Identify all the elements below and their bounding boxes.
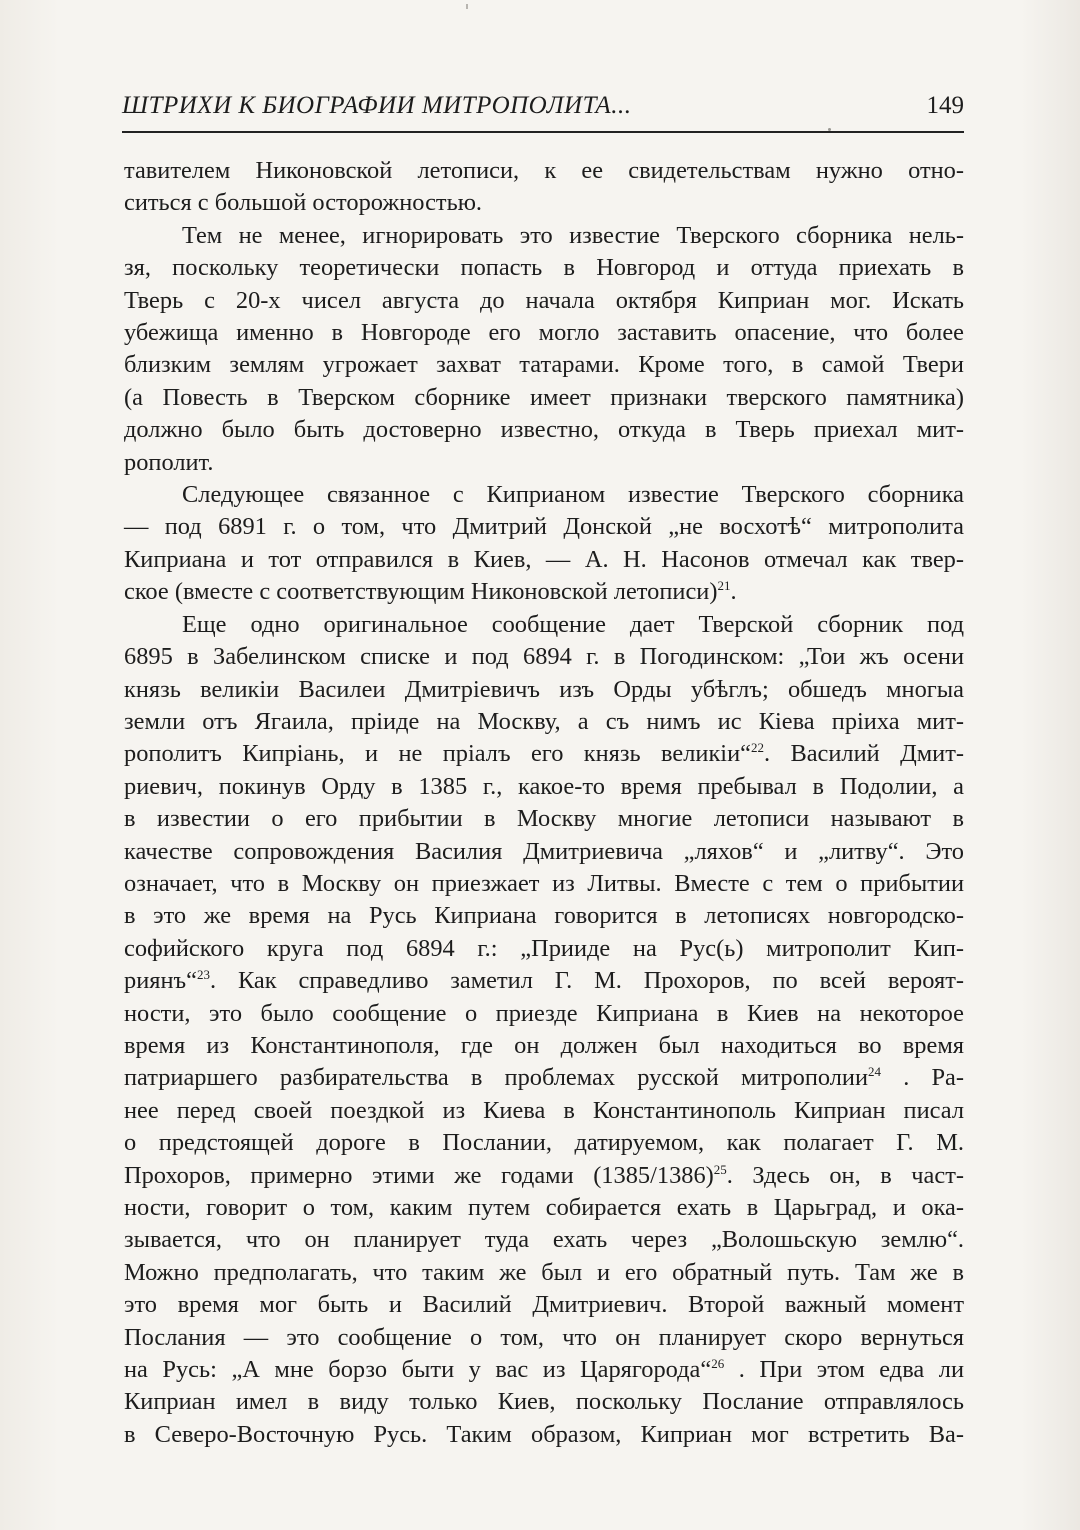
- footnote-ref[interactable]: 23: [196, 967, 210, 983]
- text-line: [124, 771, 964, 803]
- text-line-content: убежища именно в Новгороде его могло заставить опасение, что более: [124, 319, 964, 347]
- text-line: [124, 641, 964, 673]
- text-line-content: должно было быть достоверно известно, откуда в Тверь приехал мит-: [124, 416, 964, 444]
- text-line-content: 6895 в Забелинском списке и под 6894 г. в Погодинском: „Тои жъ осени: [124, 643, 964, 671]
- text-line: [124, 1419, 964, 1451]
- text-line-content: нее перед своей поездкой из Киева в Константинополь Киприан писал: [124, 1096, 964, 1124]
- text-line-content: рополит.: [124, 448, 214, 476]
- text-line: [124, 349, 964, 381]
- text-line-content: ности, это было сообщение о приезде Киприана в Киев на некоторое: [124, 999, 964, 1027]
- text-line: [124, 609, 964, 641]
- text-line: [124, 1160, 964, 1192]
- text-line: [124, 1322, 964, 1354]
- text-line: [124, 479, 964, 511]
- text-line: [124, 998, 964, 1030]
- text-line: [124, 1192, 964, 1224]
- page-number: 149: [926, 92, 964, 119]
- text-line: [124, 317, 964, 349]
- text-line: [124, 285, 964, 317]
- text-line: [124, 836, 964, 868]
- text-line-content: Прохоров, примерно этими же годами (1385/1386): [124, 1161, 714, 1189]
- text-line-content: Следующее связанное с Киприаном известие Тверского сборника: [182, 481, 964, 509]
- text-line-content: в это же время на Русь Киприана говорится в летописях новгородско-: [124, 902, 964, 930]
- text-line-content: риевич, покинув Орду в 1385 г., какое-то время пребывал в Подолии, а: [124, 772, 964, 800]
- text-line-content: князь великіи Василеи Дмитріевичъ изъ Орды убѣглъ; обшедъ многыа: [124, 675, 964, 703]
- text-line: [124, 1354, 964, 1386]
- text-line: [124, 1289, 964, 1321]
- text-line-content: Тверь с 20-х чисел августа до начала октября Киприан мог. Искать: [124, 286, 964, 314]
- text-line: [124, 1030, 964, 1062]
- text-line-content: тавителем Никоновской летописи, к ее свидетельствам нужно отно-: [124, 157, 964, 184]
- footnote-ref[interactable]: 25: [713, 1161, 727, 1177]
- text-line: [124, 1095, 964, 1127]
- text-line-tail: . При этом едва ли: [724, 1356, 964, 1384]
- text-line: [124, 738, 964, 770]
- text-line: [124, 252, 964, 284]
- text-line-content: риянъ“: [124, 967, 197, 995]
- text-line: [124, 674, 964, 706]
- text-line-content: ское (вместе с соответствующим Никоновской летописи): [124, 578, 718, 606]
- text-line-content: — под 6891 г. о том, что Дмитрий Донской „не восхотѣ“ митрополита: [124, 513, 964, 541]
- text-line-content: зя, поскольку теоретически попасть в Новгород и оттуда приехать в: [124, 254, 964, 282]
- text-line: [124, 868, 964, 900]
- text-line-content: Тем не менее, игнорировать это известие Тверского сборника нель-: [182, 221, 964, 249]
- text-line-tail: . Василий Дмит-: [763, 740, 964, 768]
- text-line-content: ности, говорит о том, каким путем собирается ехать в Царьград, и ока-: [124, 1194, 964, 1221]
- text-line-content: в Северо-Восточную Русь. Таким образом, Киприан мог встретить Ва-: [124, 1420, 964, 1448]
- text-line-content: близким землям угрожает захват татарами. Кроме того, в самой Твери: [124, 351, 964, 379]
- text-line-content: Киприана и тот отправился в Киев, — А. Н. Насонов отмечал как твер-: [124, 545, 964, 573]
- text-line: [124, 900, 964, 932]
- text-line-content: софийского круга под 6894 г.: „Прииде на Рус(ь) митрополит Кип-: [124, 934, 964, 962]
- text-line-content: (а Повесть в Тверском сборнике имеет признаки тверского памятника): [124, 383, 964, 411]
- text-line: [124, 803, 964, 835]
- text-line: [124, 187, 964, 219]
- text-line-content: это время мог быть и Василий Дмитриевич. Второй важный момент: [124, 1291, 964, 1319]
- text-line-content: земли отъ Ягаила, пріиде на Москву, а съ нимъ ис Кіева пріиха мит-: [124, 707, 964, 735]
- text-line-content: качестве сопровождения Василия Дмитриевича „ляхов“ и „литву“. Это: [124, 837, 964, 865]
- text-line-content: ситься с большой осторожностью.: [124, 189, 483, 217]
- text-line: [124, 511, 964, 543]
- text-line-tail: . Ра-: [881, 1064, 964, 1092]
- text-line-content: Послания — это сообщение о том, что он планирует скоро вернуться: [124, 1323, 964, 1351]
- text-line: [124, 965, 964, 997]
- text-line: [124, 933, 964, 965]
- text-line-content: патриаршего разбирательства в проблемах русской митрополии: [124, 1064, 869, 1092]
- body-text: [124, 155, 964, 1451]
- text-line-content: Еще одно оригинальное сообщение дает Тверской сборник под: [182, 610, 964, 638]
- footnote-ref[interactable]: 24: [868, 1064, 882, 1080]
- text-line: [124, 1062, 964, 1094]
- text-line: [124, 1386, 964, 1418]
- text-line-content: зывается, что он планирует туда ехать через „Волошьскую землю“.: [124, 1226, 964, 1254]
- text-line-content: на Русь: „А мне борзо быти у вас из Царягорода“: [124, 1356, 712, 1384]
- text-line-tail: . Здесь он, в част-: [726, 1161, 964, 1189]
- text-line-content: рополитъ Кипріань, и не пріалъ его князь великіи“: [124, 740, 751, 768]
- text-line: [124, 1224, 964, 1256]
- text-line: [124, 544, 964, 576]
- running-header-title: ШТРИХИ К БИОГРАФИИ МИТРОПОЛИТА...: [122, 92, 632, 119]
- scan-speck: [466, 4, 468, 9]
- text-line-content: означает, что в Москву он приезжает из Литвы. Вместе с тем о прибытии: [124, 869, 964, 897]
- text-line-content: в известии о его прибытии в Москву многие летописи называют в: [124, 805, 964, 833]
- text-line: [124, 382, 964, 414]
- footnote-ref[interactable]: 26: [711, 1356, 725, 1372]
- text-line: [124, 414, 964, 446]
- text-line: [124, 447, 964, 479]
- text-line-content: время из Константинополя, где он должен был находиться во время: [124, 1031, 964, 1059]
- text-line: [124, 1257, 964, 1289]
- text-line: [124, 155, 964, 187]
- text-line-tail: . Как справедливо заметил Г. М. Прохоров, по всей вероят-: [209, 967, 964, 995]
- text-line-content: Можно предполагать, что таким же был и его обратный путь. Там же в: [124, 1258, 964, 1286]
- header-rule: [122, 131, 964, 133]
- footnote-ref[interactable]: 21: [717, 578, 731, 594]
- text-line: [124, 576, 964, 608]
- text-line: [124, 706, 964, 738]
- running-header: [122, 92, 964, 132]
- text-line-content: о предстоящей дороге в Послании, датируемом, как полагает Г. М.: [124, 1129, 964, 1157]
- text-line-content: Киприан имел в виду только Киев, поскольку Послание отправлялось: [124, 1388, 964, 1416]
- footnote-ref[interactable]: 22: [750, 740, 764, 756]
- text-line-tail: .: [730, 578, 737, 606]
- text-line: [124, 220, 964, 252]
- text-line: [124, 1127, 964, 1159]
